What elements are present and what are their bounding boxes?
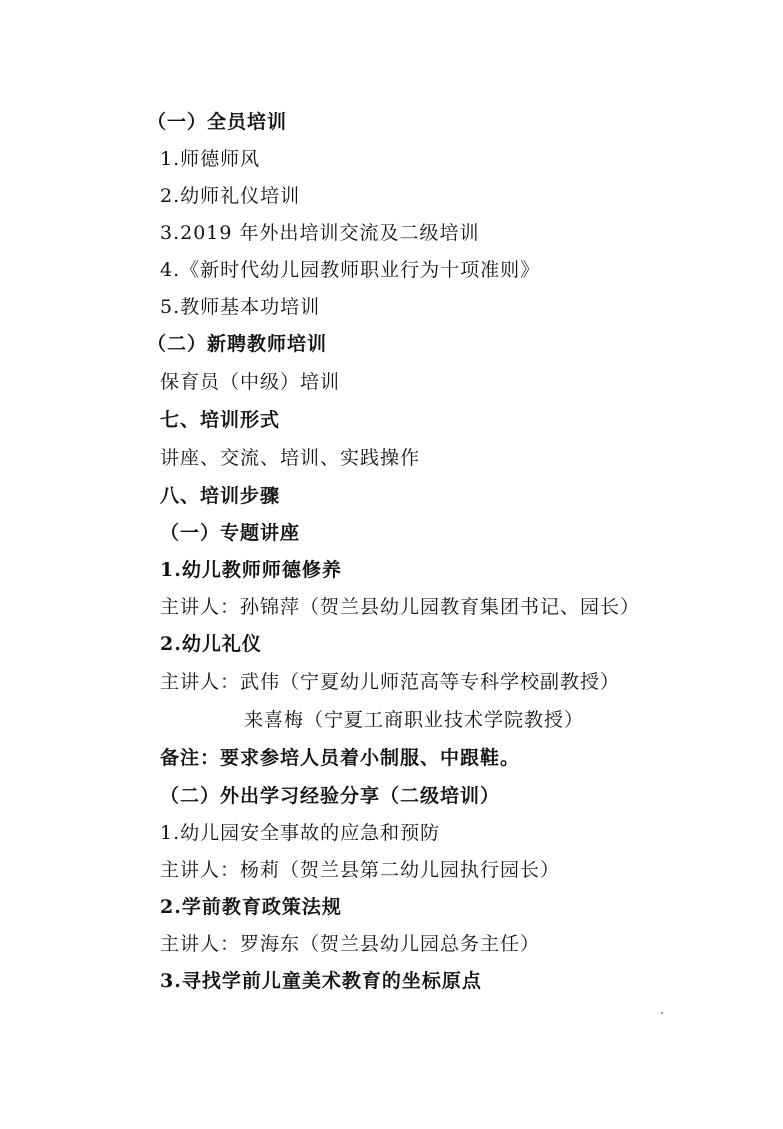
list-item: 3.2019 年外出培训交流及二级培训 [160, 222, 480, 244]
section-heading-training-form: 七、培训形式 [160, 409, 281, 431]
speaker-line-continued: 来喜梅（宁夏工商职业技术学院教授） [244, 709, 585, 731]
speaker-line: 主讲人：孙锦萍（贺兰县幼儿园教育集团书记、园长） [160, 596, 641, 618]
list-item: 2.幼师礼仪培训 [160, 185, 301, 207]
speaker-line: 主讲人：杨莉（贺兰县第二幼儿园执行园长） [160, 859, 561, 881]
speaker-line: 主讲人：罗海东（贺兰县幼儿园总务主任） [160, 933, 541, 955]
scan-speck [661, 1012, 663, 1014]
note-line: 备注：要求参培人员着小制服、中跟鞋。 [160, 747, 521, 769]
list-item: 4.《新时代幼儿园教师职业行为十项准则》 [160, 259, 541, 281]
list-item: 5.教师基本功培训 [160, 296, 321, 318]
topic-heading: 1.幼儿园安全事故的应急和预防 [160, 822, 441, 844]
subsection-heading-experience-sharing: （二）外出学习经验分享（二级培训） [160, 785, 501, 807]
topic-heading: 1.幼儿教师师德修养 [160, 559, 342, 581]
speaker-line: 主讲人：武伟（宁夏幼儿师范高等专科学校副教授） [160, 671, 621, 693]
list-item: 1.师德师风 [160, 148, 261, 170]
topic-heading: 2.幼儿礼仪 [160, 633, 262, 655]
topic-heading: 3.寻找学前儿童美术教育的坐标原点 [160, 970, 482, 992]
paragraph-line: 讲座、交流、培训、实践操作 [160, 447, 421, 469]
topic-heading: 2.学前教育政策法规 [160, 896, 342, 918]
section-heading-new-teacher-training: （二）新聘教师培训 [147, 333, 328, 355]
subsection-heading-lectures: （一）专题讲座 [160, 522, 301, 544]
section-heading-training-steps: 八、培训步骤 [160, 485, 281, 507]
section-heading-all-staff-training: （一）全员培训 [147, 111, 288, 133]
paragraph-line: 保育员（中级）培训 [160, 371, 341, 393]
